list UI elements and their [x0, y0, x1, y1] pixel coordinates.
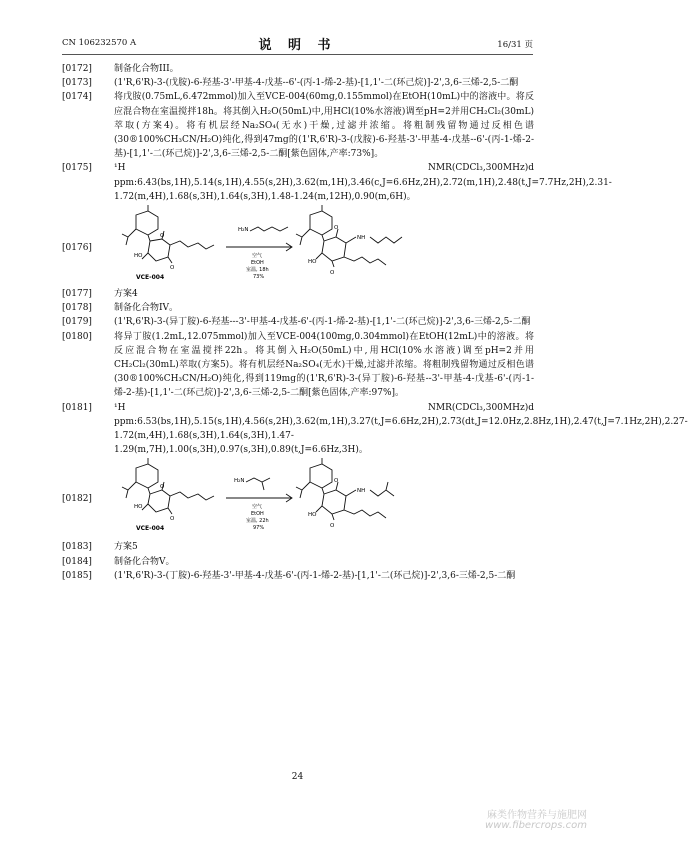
paragraph-text: 方案4: [114, 289, 138, 300]
reaction-scheme-4: [62, 207, 534, 283]
oxygen-label: O: [330, 270, 335, 277]
paragraph-text: 制备化合物III。: [114, 64, 179, 74]
paragraph-tag: [0179]: [62, 317, 92, 328]
paragraph-tag: [0173]: [62, 78, 92, 89]
condition-time: 室温, 22h: [246, 518, 269, 525]
reaction-scheme-5: [62, 460, 534, 536]
amine-nh-label: NH: [357, 488, 366, 495]
reaction-scheme-5-diagram: [114, 460, 414, 536]
oxygen-label: O: [330, 523, 335, 530]
paragraph: [62, 62, 534, 76]
reagent-amine-label: H₂N: [238, 227, 249, 234]
paragraph-text: 制备化合物V。: [114, 556, 175, 567]
paragraph-text: 制备化合物IV。: [114, 303, 179, 314]
reagent-amine-label: H₂N: [234, 478, 245, 485]
paragraph-tag: [0175]: [62, 163, 92, 174]
paragraph: [62, 330, 534, 401]
paragraph: [62, 540, 534, 554]
condition-solvent: EtOH: [251, 260, 264, 267]
hydroxyl-label: HO: [134, 504, 143, 511]
paragraph: [62, 161, 612, 204]
paragraph-tag: [0174]: [62, 92, 92, 103]
patent-number: CN 106232570 A: [62, 38, 137, 48]
oxygen-label: O: [160, 233, 165, 240]
hydroxyl-label: HO: [134, 253, 143, 260]
paragraph-tag: [0178]: [62, 303, 92, 314]
oxygen-label: O: [170, 265, 175, 272]
paragraph-tag: [0176]: [62, 243, 92, 254]
oxygen-label: O: [170, 516, 175, 523]
paragraph: [62, 569, 534, 583]
paragraph: [62, 555, 534, 569]
paragraph-text: (1'R,6'R)-3-(异丁胺)-6-羟基---3'-甲基-4-戊基-6'-(丙-1-烯-2-基)-[1,1'-二(环己烷)]-2',3,6-三烯-2,5-二酮: [114, 317, 531, 328]
oxygen-label: O: [160, 484, 165, 491]
paragraph: [62, 76, 534, 90]
paragraph-text: 将戊胺(0.75mL,6.472mmol)加入至VCE-004(60mg,0.155mmol)在EtOH(10mL)中的溶液中。将反应混合物在室温搅拌18h。将其倒入H₂O(50mL)中,用HCl(10%水溶液)调至pH=2并用CH₂Cl₂(30mL)萃取(方案4)。将有机层经Na₂SO₄(无水)干燥,过滤并浓缩。将粗制残留物通过反相色谱(30®100%CH₃CN/H₂O)纯化,得到47mg的(1'R,6'R)-3-(戊胺)-6-羟基-3'-甲基-4-戊基--6'-(丙-1-烯-2-基)-[1,1'-二(环己烷)]-2',3,6-三烯-2,5-二酮[紫色固体,产率:73%]。: [114, 92, 534, 160]
amine-nh-label: NH: [357, 235, 366, 242]
oxygen-label: O: [334, 478, 339, 485]
paragraph: [62, 287, 534, 301]
compound-label: VCE-004: [136, 525, 165, 533]
condition-time: 室温, 18h: [246, 267, 269, 274]
condition-solvent: EtOH: [251, 511, 264, 518]
hydroxyl-label: HO: [308, 512, 317, 519]
condition-yield: 97%: [253, 525, 265, 532]
paragraph-text: (1'R,6'R)-3-(丁胺)-6-羟基-3'-甲基-4-戊基-6'-(丙-1-烯-2-基)-[1,1'-二(环己烷)]-2',3,6-三烯-2,5-二酮: [114, 570, 516, 581]
paragraph: [62, 315, 534, 329]
paragraph-tag: [0172]: [62, 64, 92, 74]
paragraph: [62, 90, 534, 161]
reaction-scheme-4-diagram: [114, 207, 414, 283]
paragraph-tag: [0177]: [62, 289, 92, 300]
paragraph-text: 方案5: [114, 542, 138, 553]
paragraph-tag: [0183]: [62, 542, 92, 553]
document-body: [62, 62, 688, 583]
paragraph: [62, 401, 688, 458]
paragraph-tag: [0182]: [62, 494, 92, 505]
page-number: 24: [291, 772, 304, 782]
compound-label: VCE-004: [136, 274, 165, 282]
page-of: 16/31 页: [497, 40, 533, 50]
page-header: [62, 32, 533, 55]
condition-yield: 73%: [253, 274, 265, 281]
condition-air: 空气: [252, 253, 263, 260]
paragraph-tag: [0185]: [62, 570, 92, 581]
hydroxyl-label: HO: [308, 259, 317, 266]
paragraph-text: ¹H NMR(CDCl₃,300MHz)d ppm:6.43(bs,1H),5.14(s,1H),4.55(s,2H),3.62(m,1H),3.46(c,J=6.6Hz,2H),2.72(m,1H),2.48(t,J=7.7Hz,2H),2.31-1.72(m,4H),1.68(s,3H),1.64(s,3H),1.48-1.24(m,12H),0.90(m,6H)。: [114, 163, 612, 202]
site-watermark: 麻类作物营养与施肥网: [487, 810, 587, 821]
oxygen-label: O: [334, 225, 339, 232]
paragraph-tag: [0184]: [62, 556, 92, 567]
paragraph-tag: [0181]: [62, 402, 92, 413]
condition-air: 空气: [252, 504, 263, 511]
paragraph: [62, 301, 534, 315]
paragraph-text: (1'R,6'R)-3-(戊胺)-6-羟基-3'-甲基-4-戊基--6'-(丙-1-烯-2-基)-[1,1'-二(环己烷)]-2',3,6-三烯-2,5-二酮: [114, 78, 519, 89]
document-title: 说 明 书: [258, 38, 337, 53]
site-watermark-url: www.fibercrops.com: [485, 820, 587, 831]
paragraph-text: 将异丁胺(1.2mL,12.075mmol)加入至VCE-004(100mg,0.304mmol)在EtOH(12mL)中的溶液。将反应混合物在室温搅拌22h。将其倒入H₂O(50mL)中,用HCl(10%水溶液)调至pH=2并用CH₂Cl₂(30mL)萃取(方案5)。将有机层经Na₂SO₄(无水)干燥,过滤并浓缩。将粗制残留物通过反相色谱(30®100%CH₃CN/H₂O)纯化,得到119mg的(1'R,6'R)-3-(异丁胺)-6-羟基--3'-甲基-4-戊基-6'-(丙-1-烯-2-基)-[1,1'-二(环己烷)]-2',3,6-三烯-2,5-二酮[紫色固体,产率:97%]。: [114, 331, 534, 399]
paragraph-tag: [0180]: [62, 331, 92, 342]
paragraph-text: ¹H NMR(CDCl₃,300MHz)d ppm:6.53(bs,1H),5.15(s,1H),4.56(s,2H),3.62(m,1H),3.27(t,J=6.6Hz,2H),2.73(dt,J=12.0Hz,2.8Hz,1H),2.47(t,J=7.1Hz,2H),2.27-1.72(m,4H),1.68(s,3H),1.64(s,3H),1.47-1.29(m,7H),1.00(s,3H),0.97(s,3H),0.89(t,J=6.6Hz,3H)。: [114, 402, 688, 456]
